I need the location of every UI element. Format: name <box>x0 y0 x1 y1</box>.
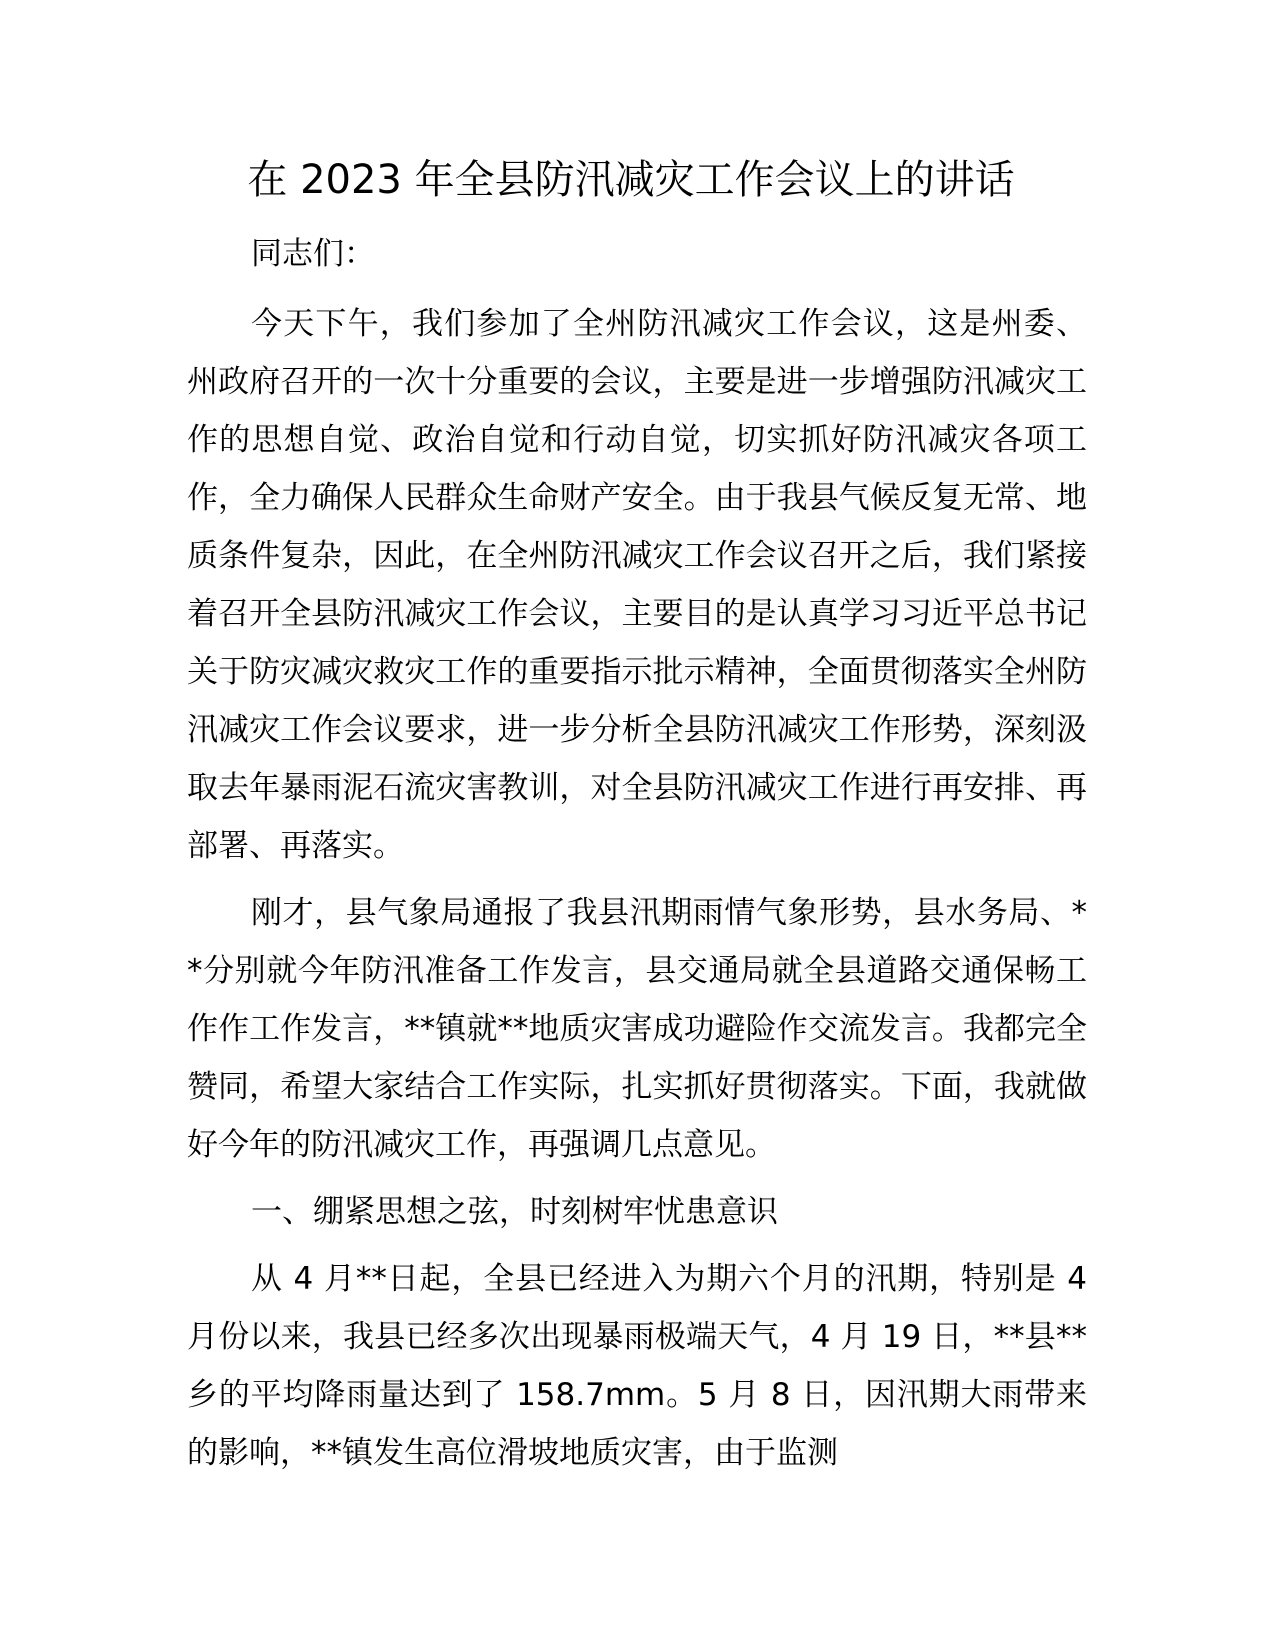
document-title: 在 2023 年全县防汛减灾工作会议上的讲话 <box>247 157 1015 203</box>
document-body <box>187 225 1087 1482</box>
body-paragraph: 从 4 月**日起，全县已经进入为期六个月的汛期，特别是 4 月份以来，我县已经多次出现暴雨极端天气，4 月 19 日，**县**乡的平均降雨量达到了 158.7mm。5 月 8 日，因汛期大雨带来的影响，**镇发生高位滑坡地质灾害，由于监测 <box>187 1261 1087 1471</box>
greeting-paragraph: 同志们： <box>251 236 375 272</box>
section-heading: 一、绷紧思想之弦，时刻树牢忧患意识 <box>251 1194 778 1230</box>
body-paragraph: 今天下午，我们参加了全州防汛减灾工作会议，这是州委、州政府召开的一次十分重要的会议，主要是进一步增强防汛减灾工作的思想自觉、政治自觉和行动自觉，切实抓好防汛减灾各项工作，全力确保人民群众生命财产安全。由于我县气候反复无常、地质条件复杂，因此，在全州防汛减灾工作会议召开之后，我们紧接着召开全县防汛减灾工作会议，主要目的是认真学习习近平总书记关于防灾减灾救灾工作的重要指示批示精神，全面贯彻落实全州防汛减灾工作会议要求，进一步分析全县防汛减灾工作形势，深刻汲取去年暴雨泥石流灾害教训，对全县防汛减灾工作进行再安排、再部署、再落实。 <box>187 306 1087 864</box>
body-paragraph: 刚才，县气象局通报了我县汛期雨情气象形势，县水务局、**分别就今年防汛准备工作发言，县交通局就全县道路交通保畅工作作工作发言，**镇就**地质灾害成功避险作交流发言。我都完全赞同，希望大家结合工作实际，扎实抓好贯彻落实。下面，我就做好今年的防汛减灾工作，再强调几点意见。 <box>187 895 1087 1163</box>
